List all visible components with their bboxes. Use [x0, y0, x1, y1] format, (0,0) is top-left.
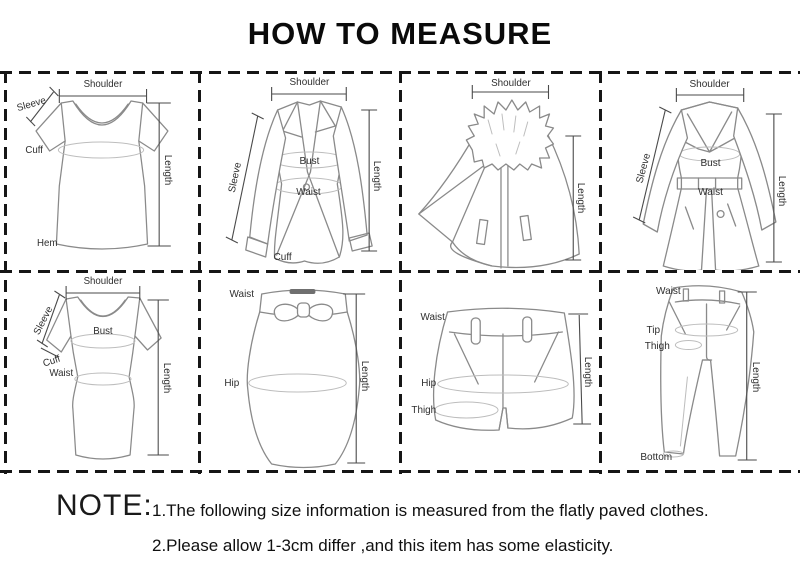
dress-sleeve-label: Sleeve — [31, 304, 56, 337]
panel-pants — [603, 274, 800, 470]
fur-coat-shoulder-label: Shoulder — [491, 77, 531, 90]
page-title: HOW TO MEASURE — [247, 16, 553, 51]
blazer-length-label: Length — [371, 160, 383, 192]
pants-bottom-label: Bottom — [640, 452, 673, 463]
trench-length-label: Length — [775, 175, 787, 207]
dress-bust-label: Bust — [93, 325, 113, 338]
tshirt-cuff-label: Cuff — [25, 144, 43, 157]
fur-coat-drawing — [419, 100, 579, 268]
tshirt-diagram — [6, 74, 196, 270]
shorts-thigh-label: Thigh — [411, 404, 437, 417]
trench-coat-drawing — [643, 102, 776, 270]
pants-waist-label: Waist — [655, 286, 681, 297]
skirt-drawing — [247, 289, 359, 468]
panel-fur-coat — [403, 74, 597, 270]
trench-shoulder-label: Shoulder — [689, 79, 730, 90]
shorts-length-label: Length — [582, 356, 594, 388]
dress-cuff-label: Cuff — [41, 353, 62, 370]
blazer-cuff-label: Cuff — [273, 251, 292, 264]
panel-blazer — [202, 74, 397, 270]
grid-line-col2 — [399, 71, 402, 474]
shorts-drawing — [434, 308, 574, 430]
note-line-2: 2.Please allow 1-3cm differ ,and this item has some elasticity. — [152, 536, 614, 555]
fur-coat-diagram — [403, 74, 597, 270]
skirt-waist-label: Waist — [229, 288, 255, 301]
panel-shorts — [403, 274, 597, 470]
grid-line-col3 — [599, 71, 602, 474]
tshirt-sleeve-label: Sleeve — [15, 94, 48, 115]
tshirt-drawing — [36, 101, 168, 249]
blazer-waist-label: Waist — [296, 186, 321, 199]
blazer-sleeve-label: Sleeve — [226, 161, 244, 194]
panel-skirt — [202, 274, 397, 470]
trench-waist-label: Waist — [698, 187, 723, 198]
trench-bust-label: Bust — [700, 158, 721, 169]
blazer-drawing — [246, 101, 372, 263]
panel-tshirt — [6, 74, 196, 270]
pants-tip-label: Tip — [646, 325, 661, 336]
shorts-diagram — [403, 274, 597, 470]
note-line-1: 1.The following size information is measured from the flatly paved clothes. — [152, 501, 709, 520]
note-heading: NOTE: — [56, 489, 153, 522]
note-lines — [152, 498, 709, 568]
panel-dress — [6, 274, 196, 470]
tshirt-length-label: Length — [162, 154, 173, 186]
tshirt-shoulder-label: Shoulder — [83, 78, 123, 91]
dress-diagram — [6, 274, 196, 470]
skirt-diagram — [202, 274, 397, 470]
grid-line-col1 — [198, 71, 201, 474]
trench-coat-diagram — [603, 74, 800, 270]
shorts-hip-label: Hip — [421, 377, 437, 390]
blazer-bust-label: Bust — [299, 155, 320, 168]
skirt-hip-label: Hip — [224, 377, 240, 390]
pants-length-label: Length — [749, 361, 761, 393]
dress-waist-label: Waist — [49, 367, 74, 380]
dress-length-label: Length — [161, 362, 172, 394]
fur-coat-length-label: Length — [575, 182, 587, 214]
shorts-waist-label: Waist — [420, 311, 445, 324]
skirt-length-label: Length — [359, 360, 371, 392]
dress-shoulder-label: Shoulder — [83, 275, 123, 288]
blazer-diagram — [202, 74, 397, 270]
pants-diagram — [603, 274, 800, 470]
tshirt-hem-label: Hem — [37, 237, 58, 250]
pants-drawing — [661, 286, 754, 457]
blazer-shoulder-label: Shoulder — [289, 76, 330, 89]
pants-thigh-label: Thigh — [644, 341, 670, 352]
trench-sleeve-label: Sleeve — [634, 152, 654, 185]
panel-trench-coat — [603, 74, 800, 270]
